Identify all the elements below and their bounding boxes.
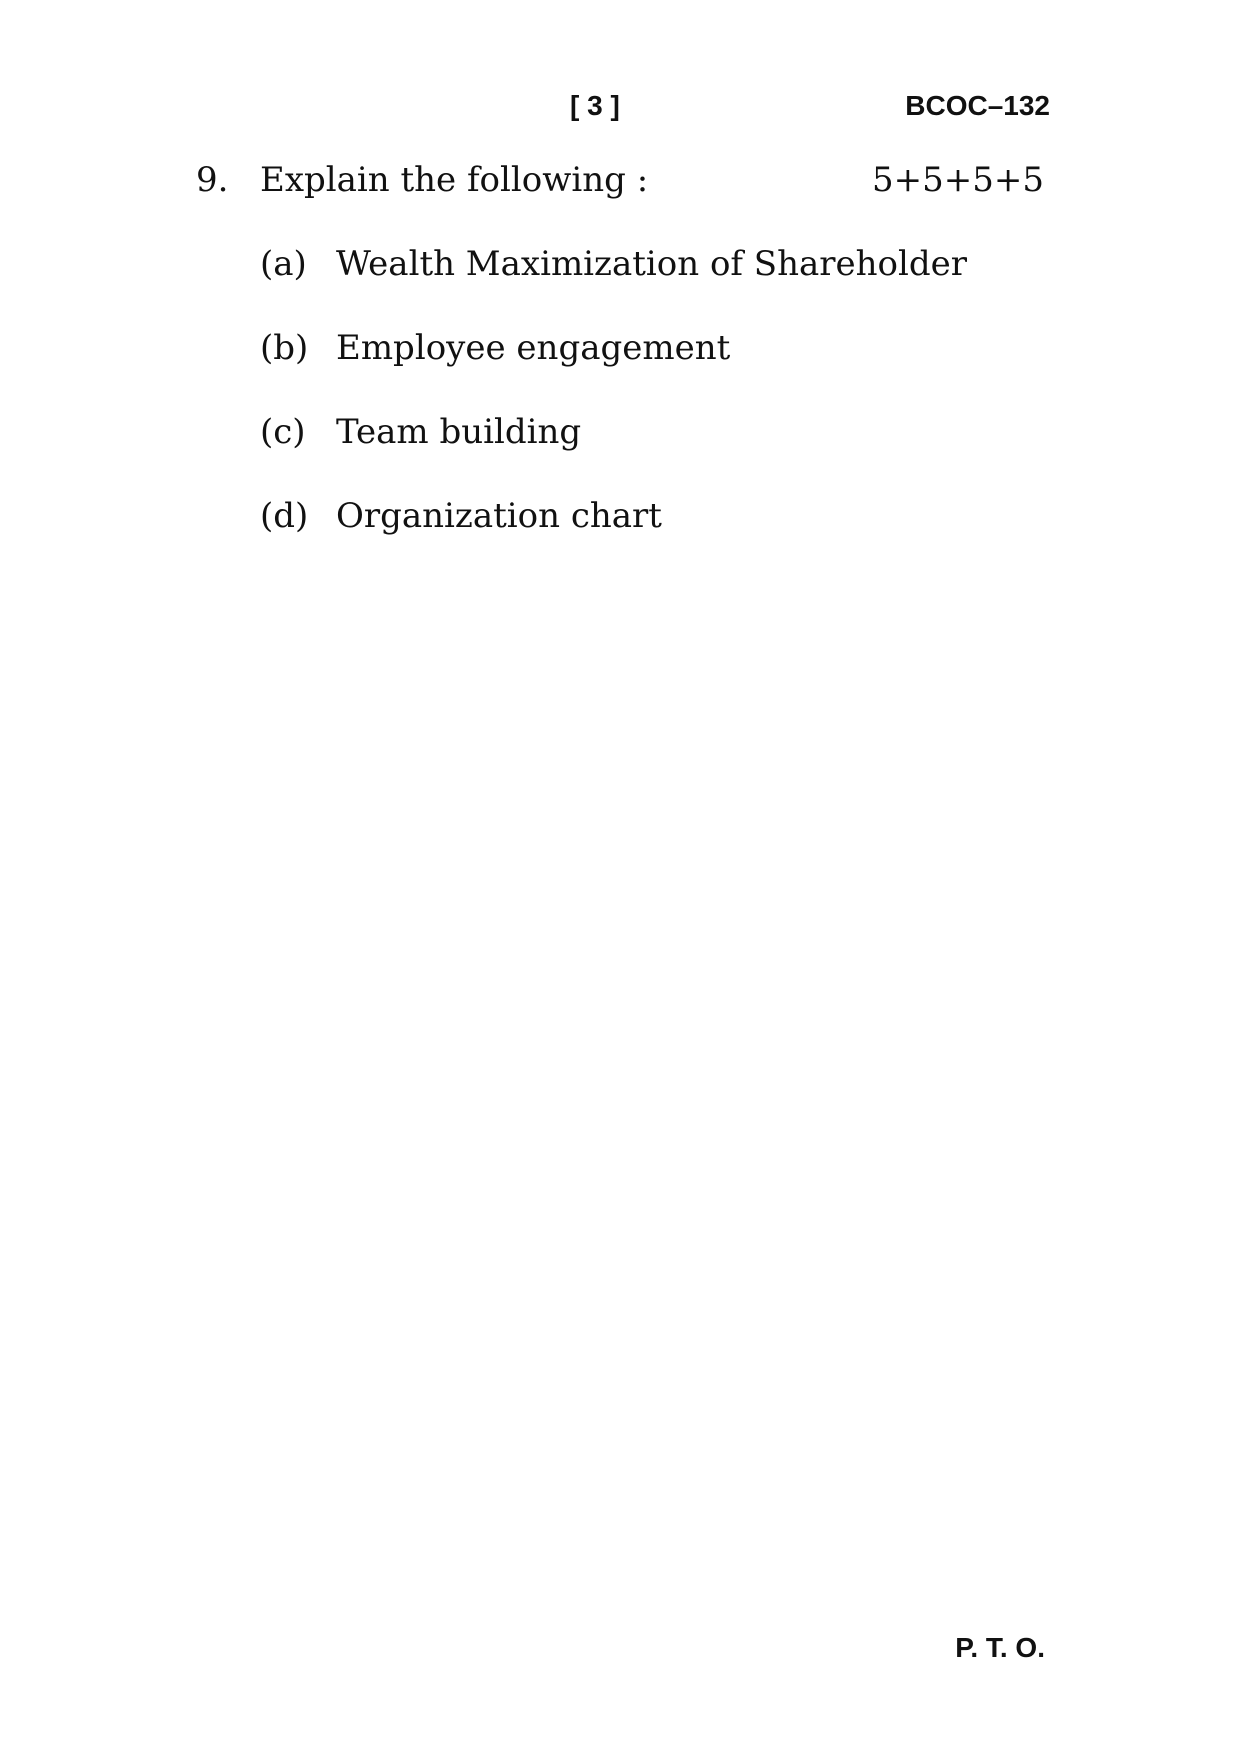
question-header <box>196 160 1044 206</box>
page-number: [ 3 ] <box>570 90 620 121</box>
question-9 <box>196 160 1044 542</box>
sub-question-c <box>260 412 1044 458</box>
sub-question-label: (a) <box>260 244 307 284</box>
sub-question-list <box>260 244 1044 542</box>
sub-question-text: Organization chart <box>336 496 662 536</box>
sub-question-label: (c) <box>260 412 306 452</box>
question-marks: 5+5+5+5 <box>872 160 1044 200</box>
sub-question-label: (b) <box>260 328 309 368</box>
sub-question-text: Wealth Maximization of Shareholder <box>336 244 968 284</box>
please-turn-over: P. T. O. <box>955 1632 1045 1663</box>
question-number: 9. <box>196 160 229 200</box>
sub-question-text: Team building <box>336 412 582 452</box>
sub-question-a <box>260 244 1044 290</box>
sub-question-label: (d) <box>260 496 309 536</box>
sub-question-text: Employee engagement <box>336 328 731 368</box>
question-text: Explain the following : <box>260 160 649 200</box>
course-code: BCOC–132 <box>905 90 1050 121</box>
sub-question-d <box>260 496 1044 542</box>
sub-question-b <box>260 328 1044 374</box>
